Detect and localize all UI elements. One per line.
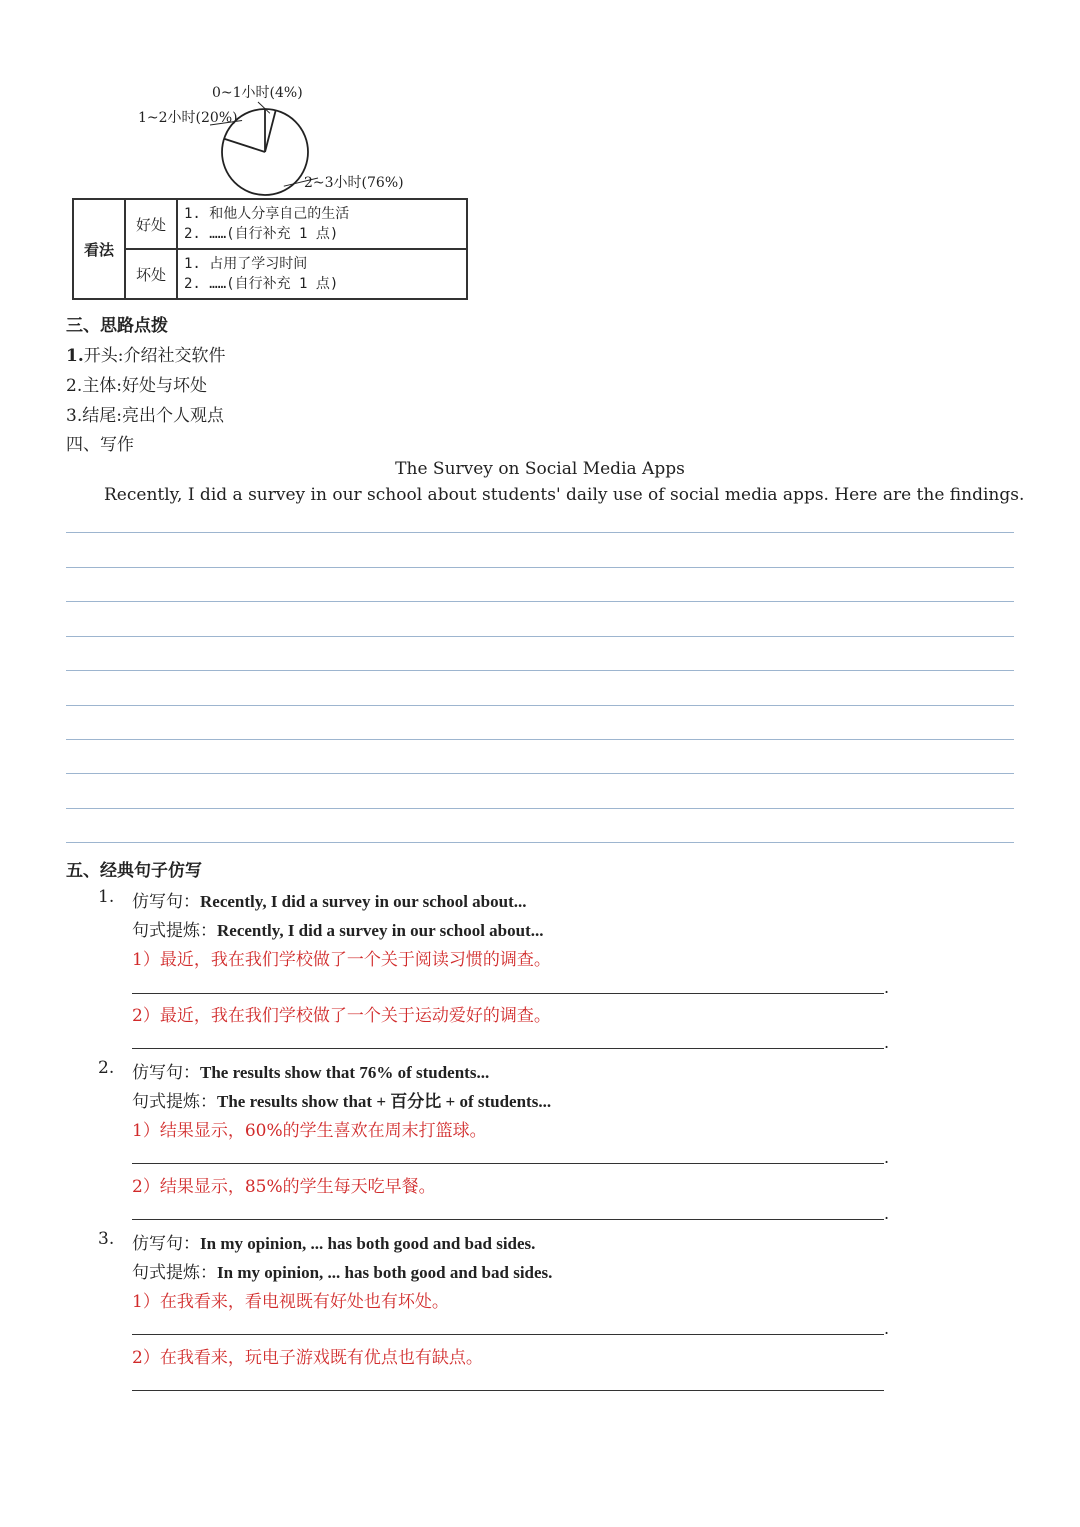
writing-line[interactable] xyxy=(66,739,1014,740)
table-item: 2. ……(自行补充 1 点) xyxy=(184,226,339,242)
table-item: 2. ……(自行补充 1 点) xyxy=(184,276,339,292)
essay-start: Recently, I did a survey in our school about students' daily use of social media apps. Here are the findings. xyxy=(104,485,1025,505)
writing-line[interactable] xyxy=(66,567,1014,568)
pie-slice-boundary xyxy=(265,110,276,152)
exercise-number: 1. xyxy=(98,887,115,907)
section4-title: 四、写作 xyxy=(66,435,134,455)
pattern-sentence: 句式提炼：In my opinion, ... has both good and bad sides. xyxy=(132,1263,553,1283)
writing-line[interactable] xyxy=(66,705,1014,706)
outline-item: 3.结尾:亮出个人观点 xyxy=(66,406,224,426)
table-item: 1. 占用了学习时间 xyxy=(184,256,308,272)
table-items-bad xyxy=(177,249,467,299)
translation-prompt: 1）结果显示，60%的学生喜欢在周末打篮球。 xyxy=(132,1121,487,1141)
answer-line[interactable] xyxy=(132,1048,884,1049)
translation-prompt: 2）结果显示，85%的学生每天吃早餐。 xyxy=(132,1177,436,1197)
translation-prompt: 2）最近，我在我们学校做了一个关于运动爱好的调查。 xyxy=(132,1006,551,1026)
translation-prompt: 1）在我看来，看电视既有好处也有坏处。 xyxy=(132,1292,449,1312)
outline-item: 1.开头:介绍社交软件 xyxy=(66,346,226,366)
pattern-sentence: 句式提炼：The results show that + 百分比 + of students... xyxy=(132,1092,552,1112)
pie-label-2-3: 2~3小时(76%) xyxy=(304,175,404,191)
writing-line[interactable] xyxy=(66,842,1014,843)
opinion-table xyxy=(72,198,468,300)
table-category: 看法 xyxy=(73,199,125,299)
writing-line[interactable] xyxy=(66,601,1014,602)
writing-line[interactable] xyxy=(66,636,1014,637)
writing-line[interactable] xyxy=(66,532,1014,533)
pie-leader-line xyxy=(258,102,270,113)
pie-label-1-2: 1~2小时(20%) xyxy=(138,110,238,126)
pie-slice-boundary xyxy=(224,139,265,152)
answer-line[interactable] xyxy=(132,1163,884,1164)
line-period: . xyxy=(884,1033,890,1052)
line-period: . xyxy=(884,978,890,997)
table-items-good xyxy=(177,199,467,249)
exercise-number: 3. xyxy=(98,1229,115,1249)
writing-line[interactable] xyxy=(66,670,1014,671)
answer-line[interactable] xyxy=(132,1390,884,1391)
model-sentence: 仿写句：The results show that 76% of students... xyxy=(132,1063,490,1083)
pie-label-0-1: 0~1小时(4%) xyxy=(212,85,303,101)
translation-prompt: 2）在我看来，玩电子游戏既有优点也有缺点。 xyxy=(132,1348,483,1368)
section3-title: 三、思路点拨 xyxy=(66,316,168,336)
writing-line[interactable] xyxy=(66,808,1014,809)
pattern-sentence: 句式提炼：Recently, I did a survey in our school about... xyxy=(132,921,544,941)
section5-title: 五、经典句子仿写 xyxy=(66,861,202,881)
line-period: . xyxy=(884,1204,890,1223)
answer-line[interactable] xyxy=(132,993,884,994)
model-sentence: 仿写句：Recently, I did a survey in our school about... xyxy=(132,892,527,912)
table-type-good: 好处 xyxy=(125,199,177,249)
answer-line[interactable] xyxy=(132,1334,884,1335)
essay-title: The Survey on Social Media Apps xyxy=(395,459,685,479)
line-period: . xyxy=(884,1148,890,1167)
outline-item: 2.主体:好处与坏处 xyxy=(66,376,207,396)
table-item: 1. 和他人分享自己的生活 xyxy=(184,206,350,222)
model-sentence: 仿写句：In my opinion, ... has both good and bad sides. xyxy=(132,1234,536,1254)
table-type-bad: 坏处 xyxy=(125,249,177,299)
exercise-number: 2. xyxy=(98,1058,115,1078)
answer-line[interactable] xyxy=(132,1219,884,1220)
translation-prompt: 1）最近，我在我们学校做了一个关于阅读习惯的调查。 xyxy=(132,950,551,970)
writing-line[interactable] xyxy=(66,773,1014,774)
line-period: . xyxy=(884,1319,890,1338)
